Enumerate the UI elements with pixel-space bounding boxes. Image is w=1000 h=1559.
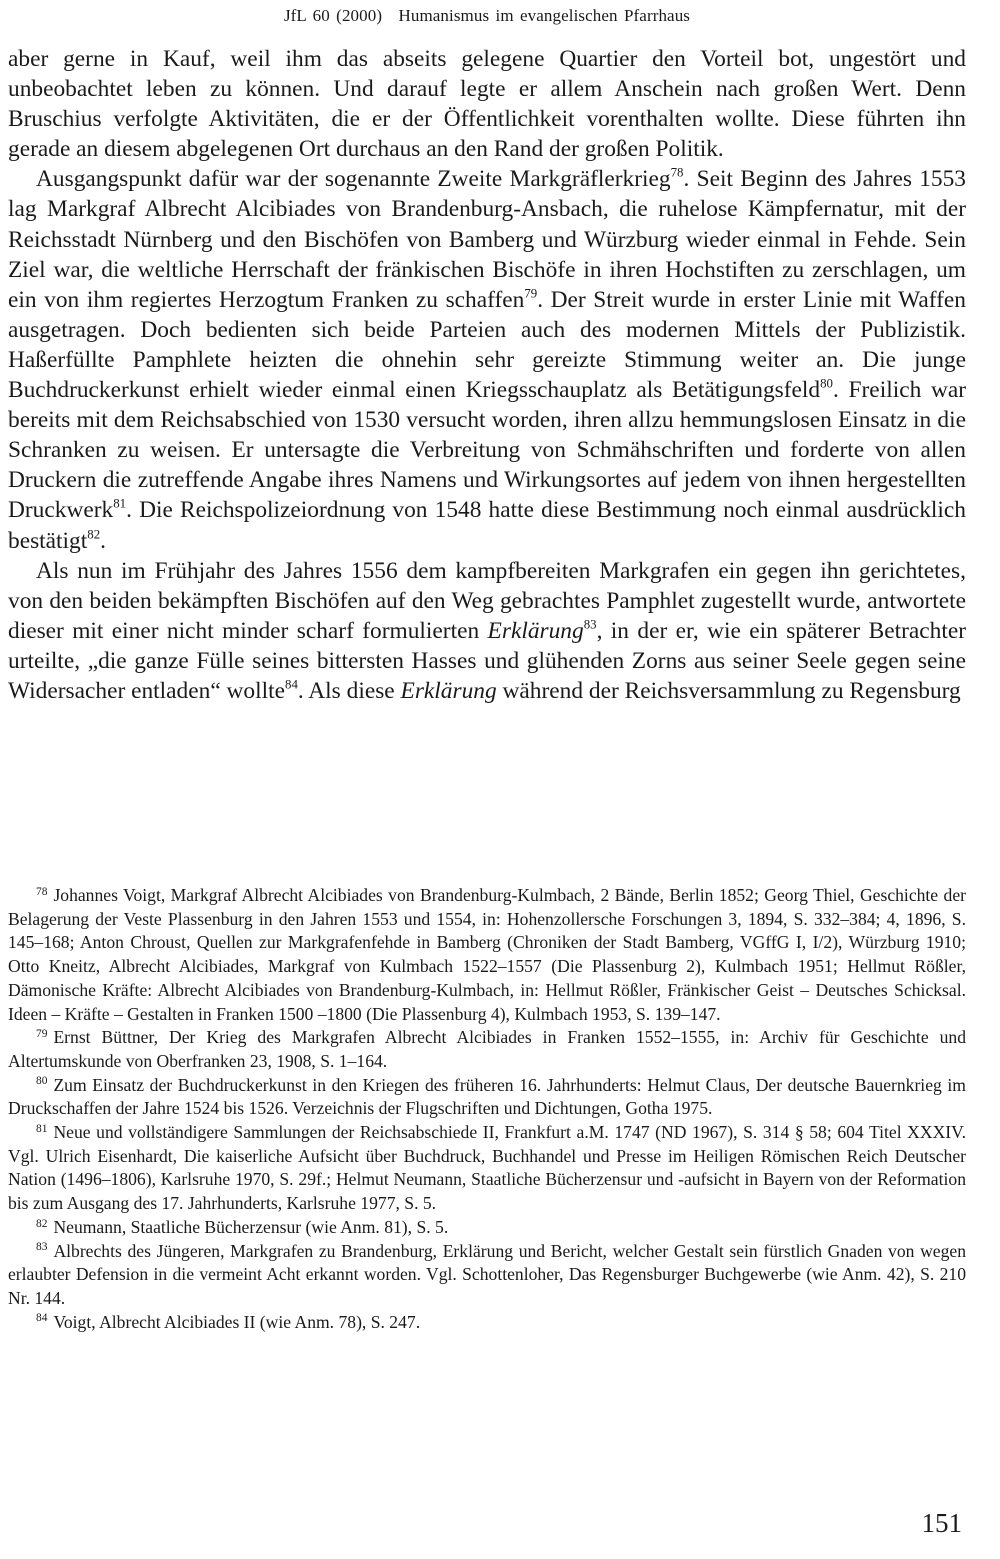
footnote-number: 84 <box>36 1312 48 1325</box>
document-page <box>8 0 966 1559</box>
footnote-text: Neumann, Staatliche Bücherzensur (wie Anm. 81), S. 5. <box>53 1216 449 1237</box>
text-run: , in der er, wie ein späterer Betrachter urteilte, „die ganze Fülle seines bittersten Hasses und glühenden Zorns aus seiner Seele gegen seine Widersacher entladen“ wollte <box>8 617 966 704</box>
paragraph-3 <box>8 556 966 706</box>
footnote <box>8 1026 966 1073</box>
text-run: während der Reichsversammlung zu Regensburg <box>496 677 961 704</box>
text-run: Als nun im Frühjahr des Jahres 1556 dem kampfbereiten Markgrafen ein gegen ihn gerichtetes, von den beiden bekämpften Bischöfen auf den Weg gebrachtes Pamphlet zugestellt wurde, antwortete dieser mit einer nicht minder scharf formulierten <box>8 557 966 644</box>
footnote-text: Zum Einsatz der Buchdruckerkunst in den Kriegen des früheren 16. Jahrhunderts: Helmut Claus, Der deutsche Bauernkrieg im Druckschaffen der Jahre 1524 bis 1526. Verzeichnis der Flugschriften und Dichtungen, Gotha 1975. <box>8 1074 966 1119</box>
footnote-ref-80[interactable]: 80 <box>820 376 833 391</box>
footnote-ref-78[interactable]: 78 <box>670 165 684 180</box>
footnote <box>8 1240 966 1311</box>
page-number: 151 <box>921 1508 962 1538</box>
italic-title: Erklärung <box>400 677 497 704</box>
text-run: . <box>100 527 106 554</box>
journal-reference: JfL 60 (2000) <box>283 6 383 25</box>
footnote <box>8 1216 966 1240</box>
footnote-number: 81 <box>36 1122 48 1135</box>
article-title: Humanismus im evangelischen Pfarrhaus <box>398 6 691 25</box>
footnote-number: 80 <box>36 1075 48 1088</box>
paragraph-1: aber gerne in Kauf, weil ihm das abseits gelegene Quartier den Vorteil bot, ungestört und unbeobachtet leben zu können. Und darauf legte er allem Anschein nach großen Wert. Denn Bruschius verfolgte Aktivitäten, die er der Öffentlichkeit vorenthalten wollte. Diese führten ihn gerade an diesem abgelegenen Ort durchaus an den Rand der großen Politik. <box>8 46 966 163</box>
main-text <box>8 44 966 706</box>
footnote-number: 78 <box>36 885 48 898</box>
footnote-ref-79[interactable]: 79 <box>524 286 538 301</box>
footnote <box>8 1311 966 1335</box>
footnote-ref-84[interactable]: 84 <box>285 677 298 692</box>
paragraph-2 <box>8 164 966 555</box>
footnote-number: 83 <box>36 1241 48 1254</box>
footnote-number: 79 <box>36 1027 48 1040</box>
text-run: . Der Streit wurde in erster Linie mit Waffen ausgetragen. Doch bedienten sich beide Parteien auch des modernen Mittels der Publizistik. Haßerfüllte Pamphlete heizten die ohnehin sehr gereizte Stimmung weiter an. Die junge Buchdruckerkunst erhielt wieder einmal einen Kriegsschauplatz als Betätigungsfeld <box>8 286 966 404</box>
footnote-text: Johannes Voigt, Markgraf Albrecht Alcibiades von Brandenburg-Kulmbach, 2 Bände, Berlin 1852; Georg Thiel, Geschichte der Belagerung der Veste Plassenburg in den Jahren 1553 und 1554, in: Hohenzollersche Forschungen 3, 1894, S. 332–384; 4, 1896, S. 145–168; Anton Chroust, Quellen zur Markgrafenfehde in Bamberg (Chroniken der Stadt Bamberg, VGffG I, I/2), Würzburg 1910; Otto Kneitz, Albrecht Alcibiades, Markgraf von Kulmbach 1522–1557 (Die Plassenburg 2), Kulmbach 1951; Hellmut Rößler, Dämonische Kräfte: Albrecht Alcibiades von Brandenburg-Kulmbach, in: Hellmut Rößler, Fränkischer Geist – Deutsches Schicksal. Ideen – Kräfte – Gestalten in Franken 1500 –1800 (Die Plassenburg 4), Kulmbach 1953, S. 139–147. <box>8 885 966 1024</box>
text-run: . Als diese <box>297 677 401 704</box>
footnote-ref-82[interactable]: 82 <box>87 526 101 541</box>
text-run: . Die Reichspolizeiordnung von 1548 hatte diese Bestimmung noch einmal ausdrücklich bestätigt <box>8 497 966 554</box>
footnote-ref-81[interactable]: 81 <box>113 496 127 511</box>
footnotes <box>8 884 966 1334</box>
text-run: . Freilich war bereits mit dem Reichsabschied von 1530 versucht worden, ihren allzu hemmungslosen Einsatz in die Schranken zu weisen. Er untersagte die Verbreitung von Schmähschriften und forderte von allen Druckern die zutreffende Angabe ihres Namens und Wirkungsortes auf jedem von ihnen hergestellten Druckwerk <box>8 377 967 524</box>
footnote-number: 82 <box>36 1217 48 1230</box>
footnote-ref-83[interactable]: 83 <box>583 617 597 632</box>
footnote <box>8 1121 966 1216</box>
footnote-text: Ernst Büttner, Der Krieg des Markgrafen Albrecht Alcibiades in Franken 1552–1555, in: Archiv für Geschichte und Altertumskunde von Oberfranken 23, 1908, S. 1–164. <box>8 1027 966 1071</box>
running-header <box>8 6 966 26</box>
footnote <box>8 884 966 1026</box>
footnote-text: Albrechts des Jüngeren, Markgrafen zu Brandenburg, Erklärung und Bericht, welcher Gestalt sein fürstlich Gnaden von wegen erlaubter Defension in die vermeint Acht erkannt worden. Vgl. Schottenloher, Das Regensburger Buchgewerbe (wie Anm. 42), S. 210 Nr. 144. <box>8 1240 966 1308</box>
footnote <box>8 1074 966 1121</box>
text-run: Ausgangspunkt dafür war der sogenannte Zweite Markgräflerkrieg <box>36 166 671 193</box>
italic-title: Erklärung <box>487 617 584 644</box>
text-run: . Seit Beginn des Jahres 1553 lag Markgraf Albrecht Alcibiades von Brandenburg-Ansbach, die ruhelose Kämpfernatur, mit der Reichsstadt Nürnberg und den Bischöfen von Bamberg und Würzburg wieder einmal in Fehde. Sein Ziel war, die weltliche Herrschaft der fränkischen Bischöfe in ihren Hochstiften zu zerschlagen, um ein von ihm regiertes Herzogtum Franken zu schaffen <box>8 166 966 313</box>
footnote-text: Voigt, Albrecht Alcibiades II (wie Anm. 78), S. 247. <box>53 1311 421 1332</box>
footnote-text: Neue und vollständigere Sammlungen der Reichsabschiede II, Frankfurt a.M. 1747 (ND 1967), S. 314 § 58; 604 Titel XXXIV. Vgl. Ulrich Eisenhardt, Die kaiserliche Aufsicht über Buchdruck, Buchhandel und Presse im Heiligen Römischen Reich Deutscher Nation (1496–1806), Karlsruhe 1970, S. 29f.; Helmut Neumann, Staatliche Bücherzensur und -aufsicht in Bayern von der Reformation bis zum Ausgang des 17. Jahrhunderts, Karlsruhe 1977, S. 5. <box>8 1122 966 1214</box>
